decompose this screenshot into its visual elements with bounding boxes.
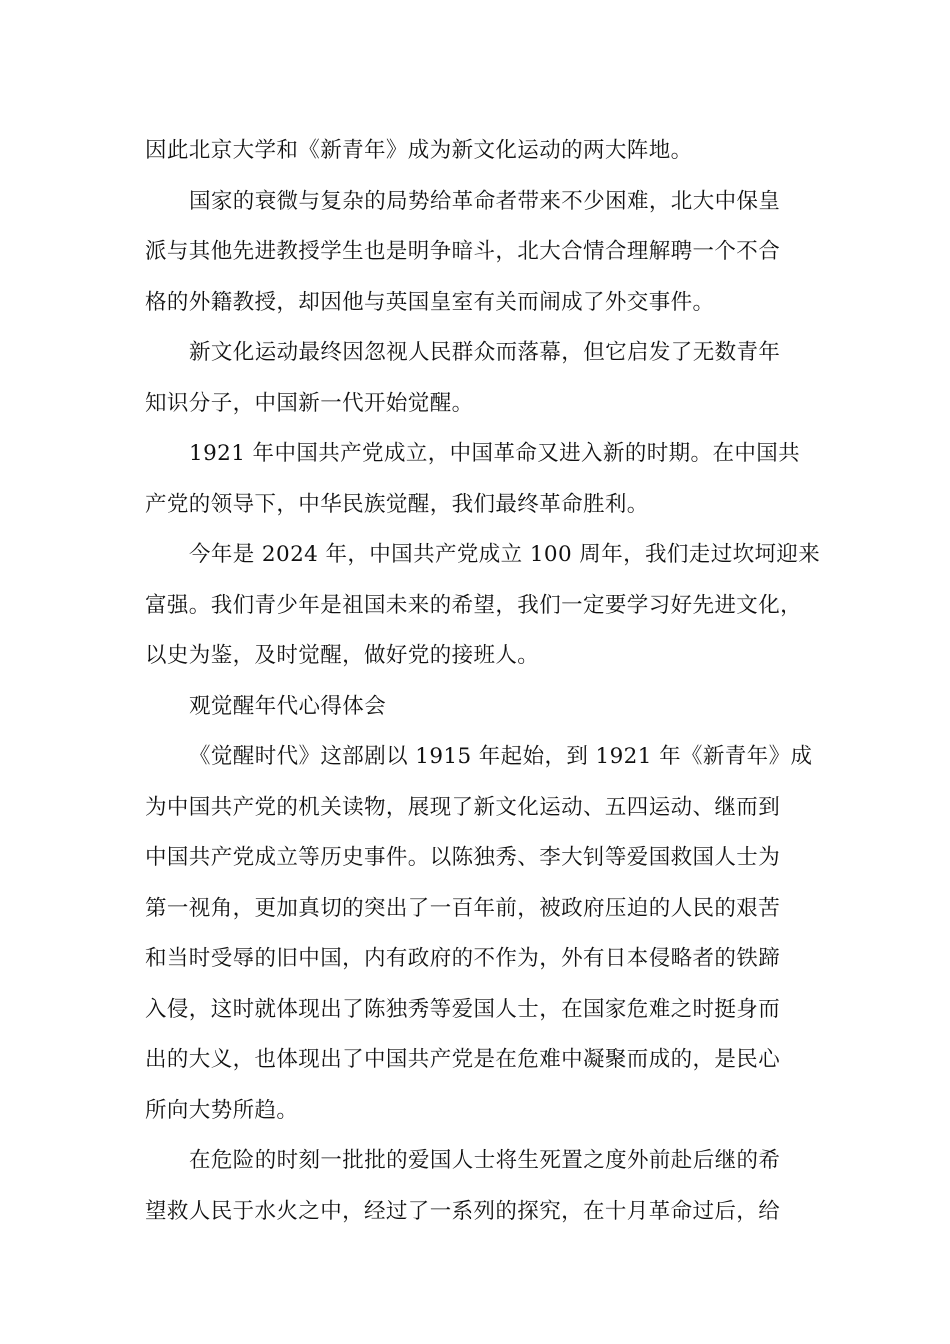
text-line: 因此北京大学和《新青年》成为新文化运动的两大阵地。 (145, 138, 693, 163)
document-body (145, 126, 821, 1237)
paragraph-first-line: 国家的衰微与复杂的局势给革命者带来不少困难，北大中保皇 (189, 188, 781, 214)
text-line: 以史为鉴，及时觉醒，做好党的接班人。 (145, 643, 540, 668)
paragraph-first-line: 新文化运动最终因忽视人民群众而落幕，但它启发了无数青年 (189, 340, 781, 365)
text-line: 格的外籍教授，却因他与英国皇室有关而闹成了外交事件。 (145, 289, 715, 315)
section-heading: 观觉醒年代心得体会 (189, 693, 387, 719)
text-line: 中国共产党成立等历史事件。以陈独秀、李大钊等爱国救国人士为 (145, 845, 781, 870)
text-line: 出的大义，也体现出了中国共产党是在危难中凝聚而成的，是民心 (145, 1047, 781, 1072)
paragraph-first-line: 《觉醒时代》这部剧以 1915 年起始，到 1921 年《新青年》成 (189, 744, 813, 769)
text-line: 派与其他先进教授学生也是明争暗斗，北大合情合理解聘一个不合 (145, 239, 781, 264)
paragraph-first-line: 今年是 2024 年，中国共产党成立 100 周年，我们走过坎坷迎来 (189, 542, 821, 567)
text-line: 为中国共产党的机关读物，展现了新文化运动、五四运动、继而到 (145, 794, 781, 820)
paragraph-first-line: 在危险的时刻一批批的爱国人士将生死置之度外前赴后继的希 (189, 1148, 781, 1173)
text-line: 所向大势所趋。 (145, 1097, 299, 1123)
text-line: 望救人民于水火之中，经过了一系列的探究，在十月革命过后，给 (145, 1198, 781, 1224)
text-line: 知识分子，中国新一代开始觉醒。 (145, 390, 474, 416)
text-line: 入侵，这时就体现出了陈独秀等爱国人士，在国家危难之时挺身而 (145, 996, 781, 1022)
paragraph-first-line: 1921 年中国共产党成立，中国革命又进入新的时期。在中国共 (189, 441, 801, 466)
text-line: 和当时受辱的旧中国，内有政府的不作为，外有日本侵略者的铁蹄 (145, 946, 781, 971)
text-line: 产党的领导下，中华民族觉醒，我们最终革命胜利。 (145, 491, 649, 517)
text-line: 富强。我们青少年是祖国未来的希望，我们一定要学习好先进文化， (145, 592, 803, 618)
text-line: 第一视角，更加真切的突出了一百年前，被政府压迫的人民的艰苦 (145, 895, 781, 921)
